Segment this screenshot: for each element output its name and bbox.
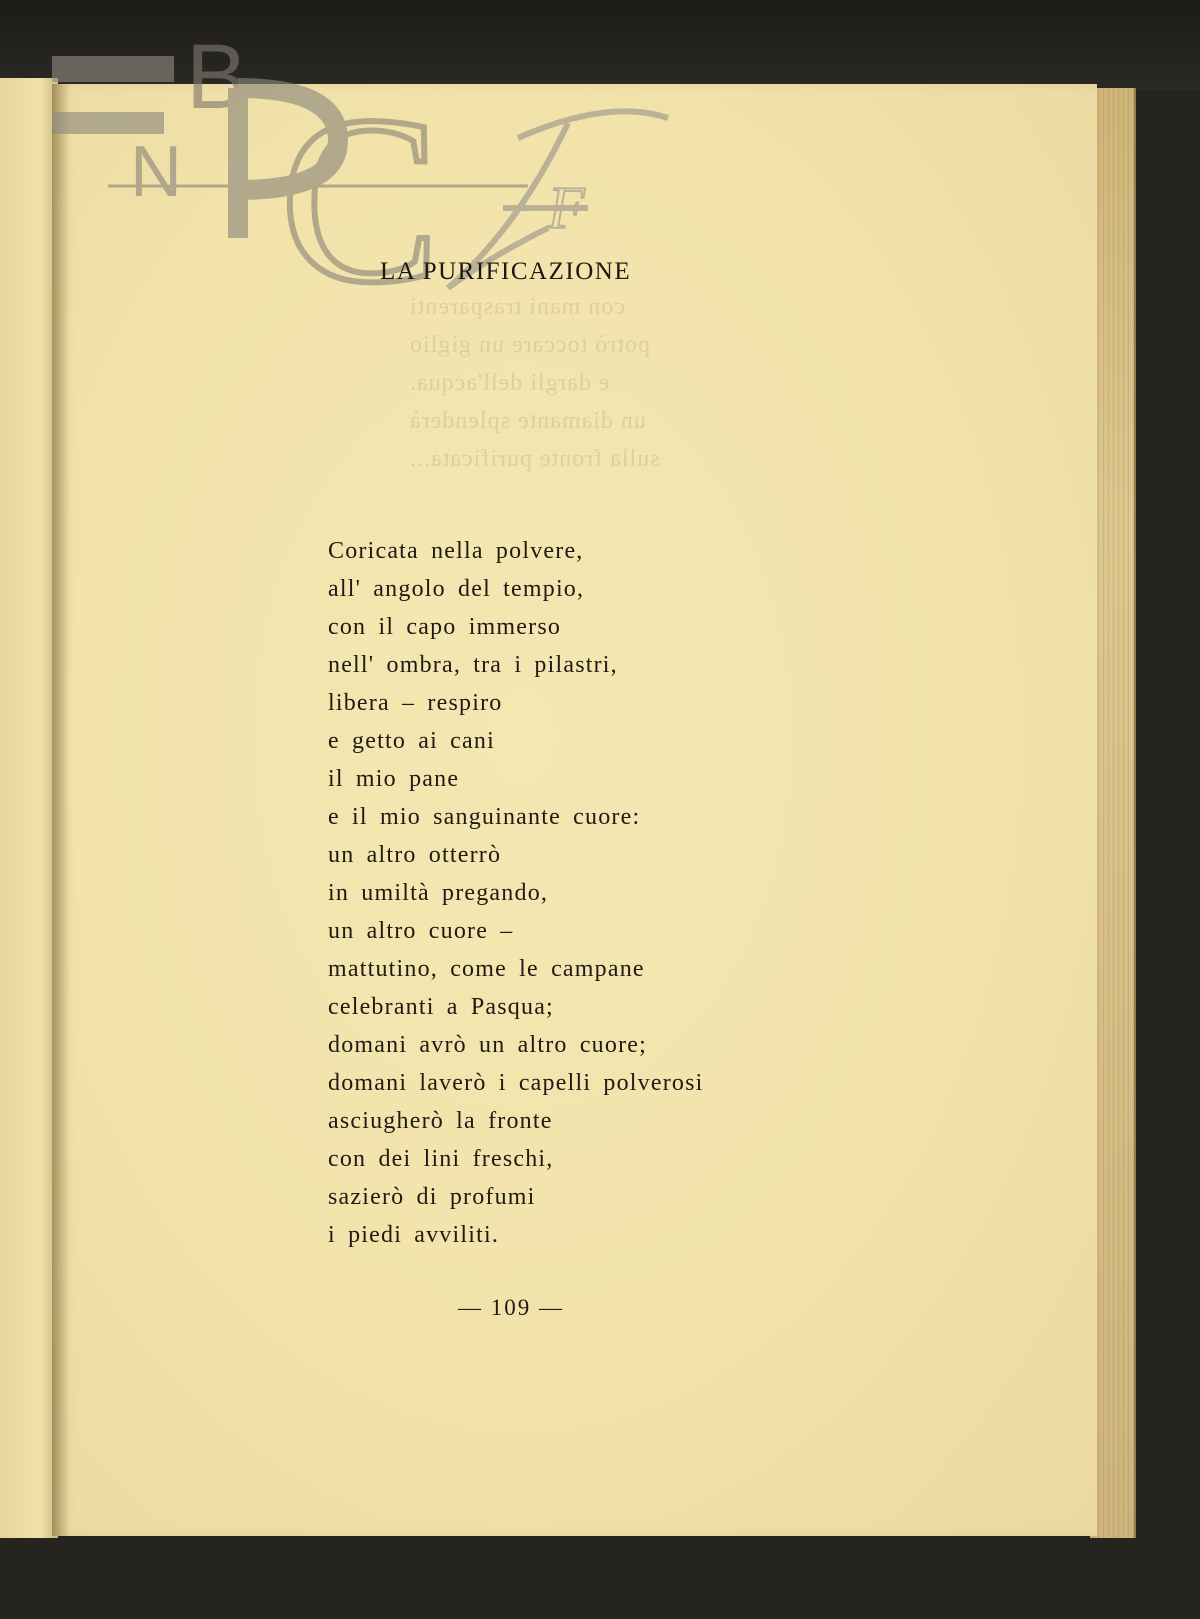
watermark-letter-f-text: F: [548, 175, 585, 241]
show-through-line: potrò toccare un giglio: [409, 332, 651, 358]
poem-line: libera – respiro: [328, 690, 503, 716]
page-number: — 109 —: [458, 1295, 564, 1320]
poem-line: mattutino, come le campane: [328, 956, 645, 982]
poem-line: nell' ombra, tra i pilastri,: [328, 652, 618, 678]
poem-line: asciugherò la fronte: [328, 1108, 553, 1134]
poem-title: LA PURIFICAZIONE: [380, 258, 632, 285]
poem-line: domani avrò un altro cuore;: [328, 1032, 647, 1058]
poem-line: sazierò di profumi: [328, 1184, 536, 1210]
poem-line: e il mio sanguinante cuore:: [328, 804, 641, 830]
poem-line: con il capo immerso: [328, 614, 562, 640]
poem-line: i piedi avviliti.: [328, 1222, 500, 1248]
poem-line: il mio pane: [328, 766, 460, 792]
poem-line: in umiltà pregando,: [328, 880, 549, 906]
show-through-line: un diamante splenderà: [409, 408, 647, 434]
poem-line: Coricata nella polvere,: [328, 538, 584, 564]
poem-line: un altro cuore –: [328, 918, 514, 944]
poem-line: all' angolo del tempio,: [328, 576, 585, 602]
poem-line: un altro otterrò: [328, 842, 502, 868]
poem-line: con dei lini freschi,: [328, 1146, 554, 1172]
watermark-bar: [52, 56, 174, 82]
poem-line: e getto ai cani: [328, 728, 495, 754]
show-through-line: con mani trasparenti: [409, 294, 626, 320]
watermark-letter-n: N: [130, 132, 182, 212]
watermark-bar: [52, 112, 164, 134]
show-through-line: sulla fronte purificata...: [409, 446, 660, 472]
poem-line: celebranti a Pasqua;: [328, 994, 554, 1020]
poem-line: domani laverò i capelli polverosi: [328, 1070, 704, 1096]
show-through-line: e dargli dell'acqua.: [409, 370, 610, 396]
watermark-letter-b: B: [186, 28, 248, 128]
watermark-letter-c: C: [280, 66, 441, 328]
poem-body: [328, 532, 704, 1254]
